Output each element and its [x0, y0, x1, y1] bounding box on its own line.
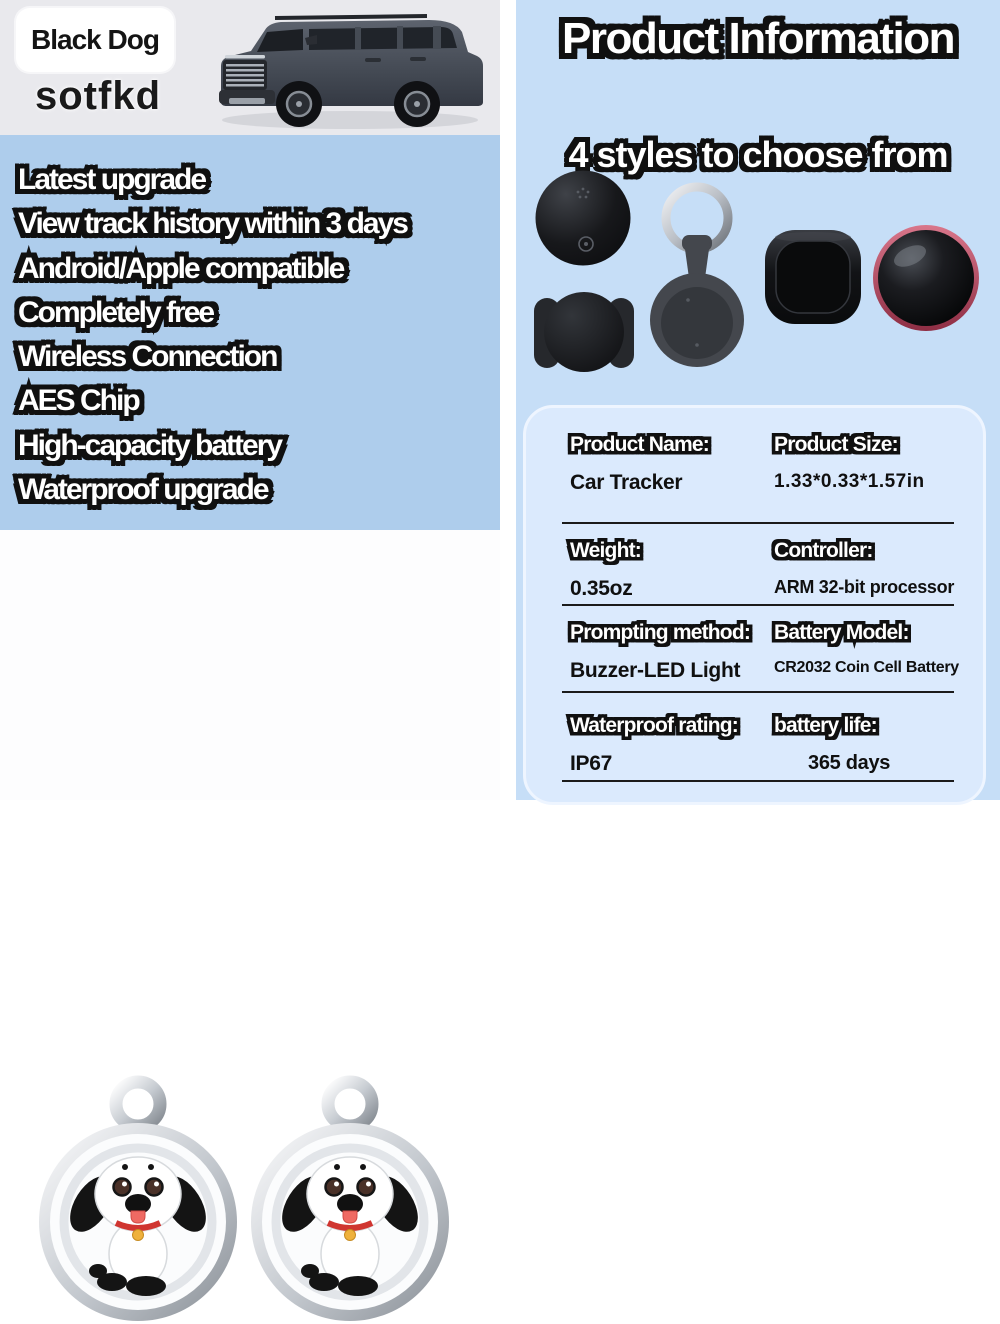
row-separator: [562, 780, 954, 782]
subtitle: 4 styles to choose from 4 styles to choose from: [516, 134, 1000, 176]
spec-value: IP67: [570, 752, 612, 775]
feature-item: High-capacity battery High-capacity battery: [18, 424, 500, 468]
dog-tag-image: [33, 1072, 243, 1324]
spec-label: Waterproof rating: Waterproof rating:: [570, 713, 770, 739]
spec-table: [523, 405, 986, 805]
spec-value: 365 days: [808, 752, 891, 774]
row-separator: [562, 604, 954, 606]
dog-tag-image: [245, 1072, 455, 1324]
product-information-panel: [516, 0, 1000, 800]
spec-label: Battery Model: Battery Model:: [774, 620, 986, 646]
feature-list: [0, 135, 500, 530]
brand-header: [0, 0, 500, 135]
feature-item: Waterproof upgrade Waterproof upgrade: [18, 468, 500, 512]
round-disc-tracker-image: [534, 168, 634, 268]
spec-value: Buzzer-LED Light: [570, 659, 741, 682]
row-separator: [562, 691, 954, 693]
suv-car-image: [205, 2, 495, 132]
spec-label: Prompting method: Prompting method:: [570, 620, 770, 646]
spec-value: 1.33*0.33*1.57in: [774, 471, 925, 492]
red-ring-tracker-image: [870, 222, 982, 334]
row-separator: [562, 522, 954, 524]
spec-value: CR2032 Coin Cell Battery: [774, 659, 959, 676]
brand-badge-text: Black Dog: [31, 24, 159, 55]
feature-item: Completely free Completely free: [18, 291, 500, 335]
spec-label: Weight: Weight:: [570, 538, 770, 564]
spec-value: ARM 32-bit processor: [774, 577, 955, 597]
dog-tag-section: [0, 530, 500, 800]
spec-value: 0.35oz: [570, 577, 633, 600]
square-tracker-image: [762, 228, 864, 328]
feature-item: Latest upgrade Latest upgrade: [18, 158, 500, 202]
brand-badge: [16, 8, 174, 72]
brand-name: sotfkd: [35, 74, 161, 118]
feature-item: View track history within 3 days View track history within 3 days: [18, 202, 500, 246]
feature-item: Wireless Connection Wireless Connection: [18, 335, 500, 379]
spec-label: Product Name: Product Name:: [570, 432, 770, 458]
keychain-case-tracker-image: [642, 180, 752, 395]
collar-mount-tracker-image: [532, 290, 636, 376]
spec-label: Controller: Controller:: [774, 538, 986, 564]
column-divider: [500, 0, 516, 800]
spec-label: battery life: battery life:: [774, 713, 986, 739]
feature-item: Android/Apple compatible Android/Apple compatible: [18, 247, 500, 291]
spec-label: Product Size: Product Size:: [774, 432, 986, 458]
page-title: Product Information Product Information: [516, 14, 1000, 64]
spec-value: Car Tracker: [570, 471, 683, 494]
feature-item: AES Chip AES Chip: [18, 379, 500, 423]
